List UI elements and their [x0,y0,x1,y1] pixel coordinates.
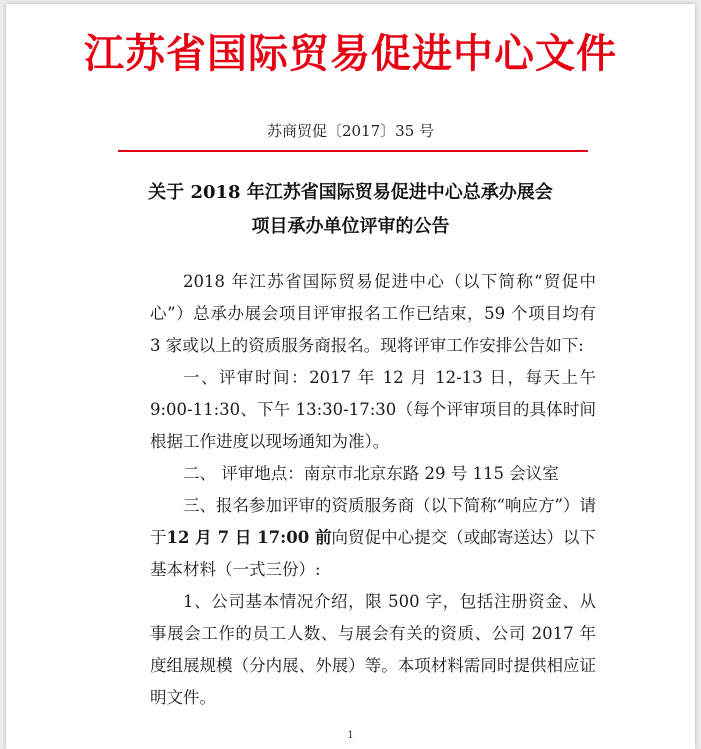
announcement-title-line-2: 项目承办单位评审的公告 [251,216,450,237]
page-number: 1 [347,730,354,741]
organization-header: 江苏省国际贸易促进中心文件 [84,30,617,77]
red-divider [118,150,588,152]
paragraph-review-time: 一、评审时间：2017 年 12 月 12-13 日，每天上午 9:00-11:30、下午 13:30-17:30（每个评审项目的具体时间根据工作进度以现场通知为准）。 [150,368,596,451]
submission-deadline: 12 月 7 日 17:00 前 [166,528,332,547]
paragraph-intro: 2018 年江苏省国际贸易促进中心（以下简称“贸促中心”）总承办展会项目评审报名工作已结束，59 个项目均有 3 家或以上的资质服务商报名。现将评审工作安排公告如下: [150,272,596,355]
document-number: 苏商贸促〔2017〕35 号 [266,122,435,140]
paragraph-review-location: 二、 评审地点：南京市北京东路 29 号 115 会议室 [183,464,559,483]
announcement-title-line-1: 关于 2018 年江苏省国际贸易促进中心总承办展会 [148,182,553,203]
paragraph-company-info: 1、公司基本情况介绍，限 500 字，包括注册资金、从事展会工作的员工人数、与展会有关的资质、公司 2017 年度组展规模（分内展、外展）等。本项材料需同时提供相应证明文件。 [150,592,596,707]
document-page [6,4,695,749]
submission-text-part2: 向贸促中心提交（或邮寄送达）以下基本材料（一式三份）: [150,528,597,579]
submission-text-part1: 三、报名参加评审的资质服务商（以下简称“响应方”）请于 [150,496,596,547]
document-body [150,266,596,714]
paragraph-submission [150,490,596,586]
